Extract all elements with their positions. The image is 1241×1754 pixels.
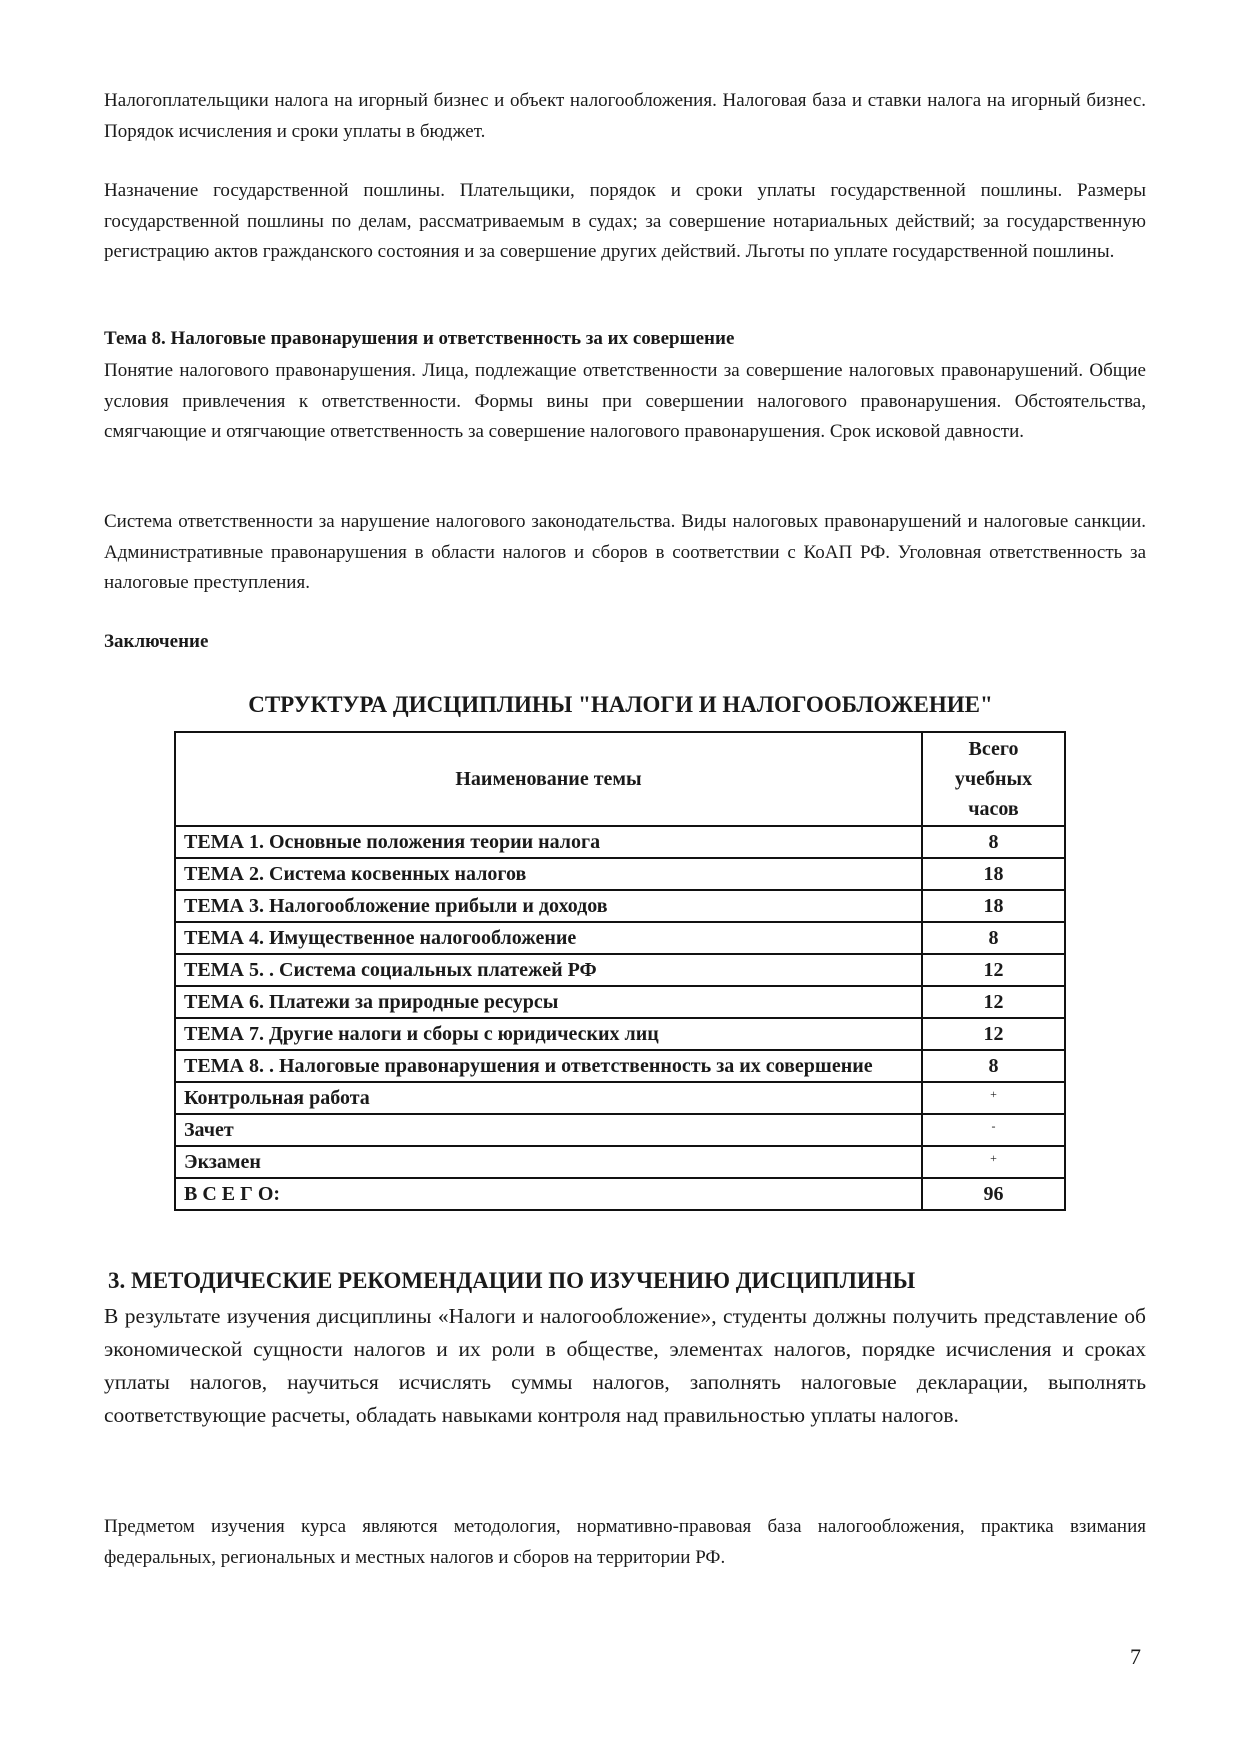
page-number: 7 <box>1130 1644 1141 1669</box>
paragraph-state-duty: Назначение государственной пошлины. Плательщики, порядок и сроки уплаты государственной пошлины. Размеры государственной пошлины по делам, рассматриваемым в судах; за совершение нотариальных действий; за государственную регистрацию актов гражданского состояния и за совершение других действий. Льготы по уплате государственной пошлины. <box>104 180 1146 262</box>
table-row <box>175 826 1065 858</box>
header-hours-line3: часов <box>968 798 1019 820</box>
table-row <box>175 954 1065 986</box>
table-row <box>175 858 1065 890</box>
header-topic: Наименование темы <box>175 732 922 826</box>
section-3-paragraph-2: Предметом изучения курса являются методология, нормативно-правовая база налогообложения, практика взимания федеральных, региональных и местных налогов и сборов на территории РФ. <box>104 1516 1146 1568</box>
row-hours: 12 <box>922 954 1065 986</box>
row-topic: ТЕМА 1. Основные положения теории налога <box>175 826 922 858</box>
section-3-paragraph-1: В результате изучения дисциплины «Налоги и налогообложение», студенты должны получить представление об экономической сущности налогов и их роли в обществе, элементах налогов, порядке исчисления и сроках уплаты налогов, научиться исчислять суммы налогов, заполнять налоговые декларации, выполнять соответствующие расчеты, обладать навыками контроля над правильностью уплаты налогов. <box>104 1304 1146 1427</box>
table-row <box>175 890 1065 922</box>
row-hours: 18 <box>922 858 1065 890</box>
row-topic: ТЕМА 5. . Система социальных платежей РФ <box>175 954 922 986</box>
table-row <box>175 922 1065 954</box>
table-row <box>175 1050 1065 1082</box>
row-topic: ТЕМА 7. Другие налоги и сборы с юридических лиц <box>175 1018 922 1050</box>
row-topic: Экзамен <box>175 1146 922 1178</box>
row-topic: ТЕМА 6. Платежи за природные ресурсы <box>175 986 922 1018</box>
paragraph-liability-system: Система ответственности за нарушение налогового законодательства. Виды налоговых правонарушений и налоговые санкции. Административные правонарушения в области налогов и сборов в соответствии с КоАП РФ. Уголовная ответственность за налоговые преступления. <box>104 511 1146 593</box>
paragraph-gambling-tax: Налогоплательщики налога на игорный бизнес и объект налогообложения. Налоговая база и ставки налога на игорный бизнес. Порядок исчисления и сроки уплаты в бюджет. <box>104 90 1146 142</box>
table-row <box>175 1146 1065 1178</box>
row-hours: 8 <box>922 922 1065 954</box>
row-topic: ТЕМА 4. Имущественное налогообложение <box>175 922 922 954</box>
row-hours: + <box>922 1146 1065 1178</box>
row-topic: ТЕМА 2. Система косвенных налогов <box>175 858 922 890</box>
paragraph-topic8: Понятие налогового правонарушения. Лица, подлежащие ответственности за совершение налоговых правонарушений. Общие условия привлечения к ответственности. Формы вины при совершении налогового правонарушения. Обстоятельства, смягчающие и отягчающие ответственность за совершение налогового правонарушения. Срок исковой давности. <box>104 360 1146 442</box>
table-row <box>175 1114 1065 1146</box>
section-3-title: 3. МЕТОДИЧЕСКИЕ РЕКОМЕНДАЦИИ ПО ИЗУЧЕНИЮ ДИСЦИПЛИНЫ <box>108 1268 916 1293</box>
row-topic: ТЕМА 3. Налогообложение прибыли и доходов <box>175 890 922 922</box>
row-hours: 12 <box>922 986 1065 1018</box>
header-hours <box>922 732 1065 826</box>
row-topic: ТЕМА 8. . Налоговые правонарушения и ответственность за их совершение <box>175 1050 922 1082</box>
table-row <box>175 986 1065 1018</box>
structure-table <box>174 731 1066 1211</box>
table-header-row <box>175 732 1065 826</box>
conclusion-heading: Заключение <box>104 631 209 652</box>
total-label: В С Е Г О: <box>175 1178 922 1210</box>
header-hours-line1: Всего <box>968 738 1019 760</box>
table-row <box>175 1018 1065 1050</box>
row-hours: + <box>922 1082 1065 1114</box>
row-topic: Контрольная работа <box>175 1082 922 1114</box>
table-row <box>175 1082 1065 1114</box>
row-hours: 8 <box>922 826 1065 858</box>
total-hours: 96 <box>922 1178 1065 1210</box>
row-hours: 18 <box>922 890 1065 922</box>
header-hours-line2: учебных <box>954 768 1033 790</box>
table-title: СТРУКТУРА ДИСЦИПЛИНЫ "НАЛОГИ И НАЛОГООБЛОЖЕНИЕ" <box>248 692 993 717</box>
topic8-heading: Тема 8. Налоговые правонарушения и ответственность за их совершение <box>104 328 735 349</box>
row-hours: 12 <box>922 1018 1065 1050</box>
table-total-row <box>175 1178 1065 1210</box>
row-topic: Зачет <box>175 1114 922 1146</box>
row-hours: - <box>922 1114 1065 1146</box>
row-hours: 8 <box>922 1050 1065 1082</box>
